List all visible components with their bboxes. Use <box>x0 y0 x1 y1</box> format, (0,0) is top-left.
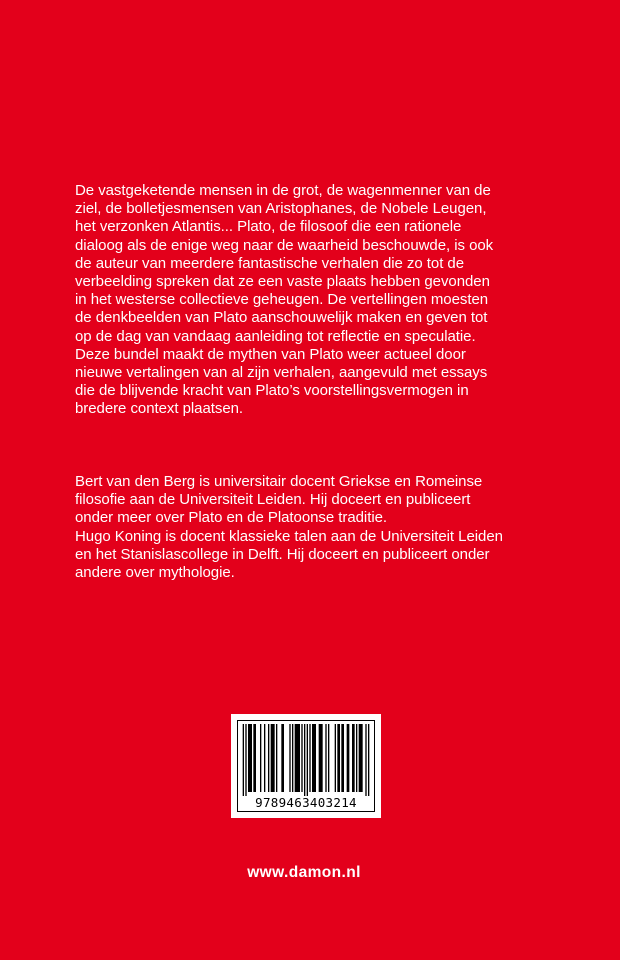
blurb-line: op de dag van vandaag aanleiding tot reflectie en speculatie. <box>75 327 476 345</box>
blurb-line: in het westerse collectieve geheugen. De vertellingen moesten <box>75 291 489 309</box>
isbn-number: 9789463403214 <box>255 795 357 810</box>
publisher-website: www.damon.nl <box>247 864 361 881</box>
blurb-line: ziel, de bolletjesmensen van Aristophanes, de Nobele Leugen, <box>75 200 487 218</box>
barcode-bar <box>356 724 357 792</box>
barcode-bar <box>253 724 256 792</box>
isbn-barcode-frame <box>237 720 375 812</box>
isbn-barcode <box>240 724 372 796</box>
barcode-bar <box>245 724 246 796</box>
barcode-bar <box>337 724 340 792</box>
barcode-bar <box>307 724 308 796</box>
barcode-bar <box>341 724 344 792</box>
barcode-bar <box>347 724 350 792</box>
blurb-line: verbeelding spreken dat ze een vaste plaats hebben gevonden <box>75 273 490 291</box>
blurb-line: De vastgeketende mensen in de grot, de wagenmenner van de <box>75 182 491 199</box>
barcode-bar <box>319 724 323 792</box>
barcode-bar <box>271 724 275 792</box>
barcode-bar <box>335 724 336 792</box>
blurb-line: Deze bundel maakt de mythen van Plato weer actueel door <box>75 345 466 363</box>
back-cover-blurb <box>75 182 545 419</box>
bio-line: andere over mythologie. <box>75 564 235 582</box>
isbn-barcode-panel <box>231 714 381 818</box>
barcode-bar <box>352 724 355 792</box>
barcode-bar <box>368 724 369 796</box>
bio-line: Bert van den Berg is universitair docent Griekse en Romeinse <box>75 473 483 490</box>
barcode-bar <box>243 724 244 796</box>
barcode-bar <box>295 724 300 792</box>
blurb-line: het verzonken Atlantis... Plato, de filosoof die een rationele <box>75 218 462 236</box>
barcode-bar <box>248 724 252 792</box>
barcode-bar <box>289 724 290 792</box>
barcode-bar <box>309 724 310 792</box>
barcode-bar <box>301 724 302 792</box>
bio-line: Hugo Koning is docent klassieke talen aan de Universiteit Leiden <box>75 527 503 545</box>
barcode-bar <box>292 724 293 792</box>
bio-line: filosofie aan de Universiteit Leiden. Hij doceert en publiceert <box>75 491 471 509</box>
barcode-bar <box>260 724 261 792</box>
blurb-line: dialoog als de enige weg naar de waarheid beschouwde, is ook <box>75 236 494 254</box>
barcode-bar <box>281 724 284 792</box>
barcode-bar <box>264 724 265 792</box>
blurb-line: de denkbeelden van Plato aanschouwelijk maken en geven tot <box>75 309 488 327</box>
barcode-bar <box>276 724 277 792</box>
barcode-bar <box>304 724 305 796</box>
bio-line: en het Stanislascollege in Delft. Hij doceert en publiceert onder <box>75 545 490 563</box>
blurb-line: bredere context plaatsen. <box>75 400 244 418</box>
bio-line: onder meer over Plato en de Platoonse traditie. <box>75 509 388 527</box>
author-bio <box>75 473 545 582</box>
blurb-line: nieuwe vertalingen van al zijn verhalen, aangevuld met essays <box>75 364 488 382</box>
barcode-bar <box>268 724 269 792</box>
barcode-bar <box>359 724 363 792</box>
barcode-bar <box>328 724 329 792</box>
blurb-line: de auteur van meerdere fantastische verhalen die zo tot de <box>75 254 465 272</box>
blurb-line: die de blijvende kracht van Plato’s voorstellingsvermogen in <box>75 382 469 400</box>
barcode-bar <box>312 724 316 792</box>
barcode-bar <box>365 724 366 796</box>
barcode-bar <box>325 724 326 792</box>
